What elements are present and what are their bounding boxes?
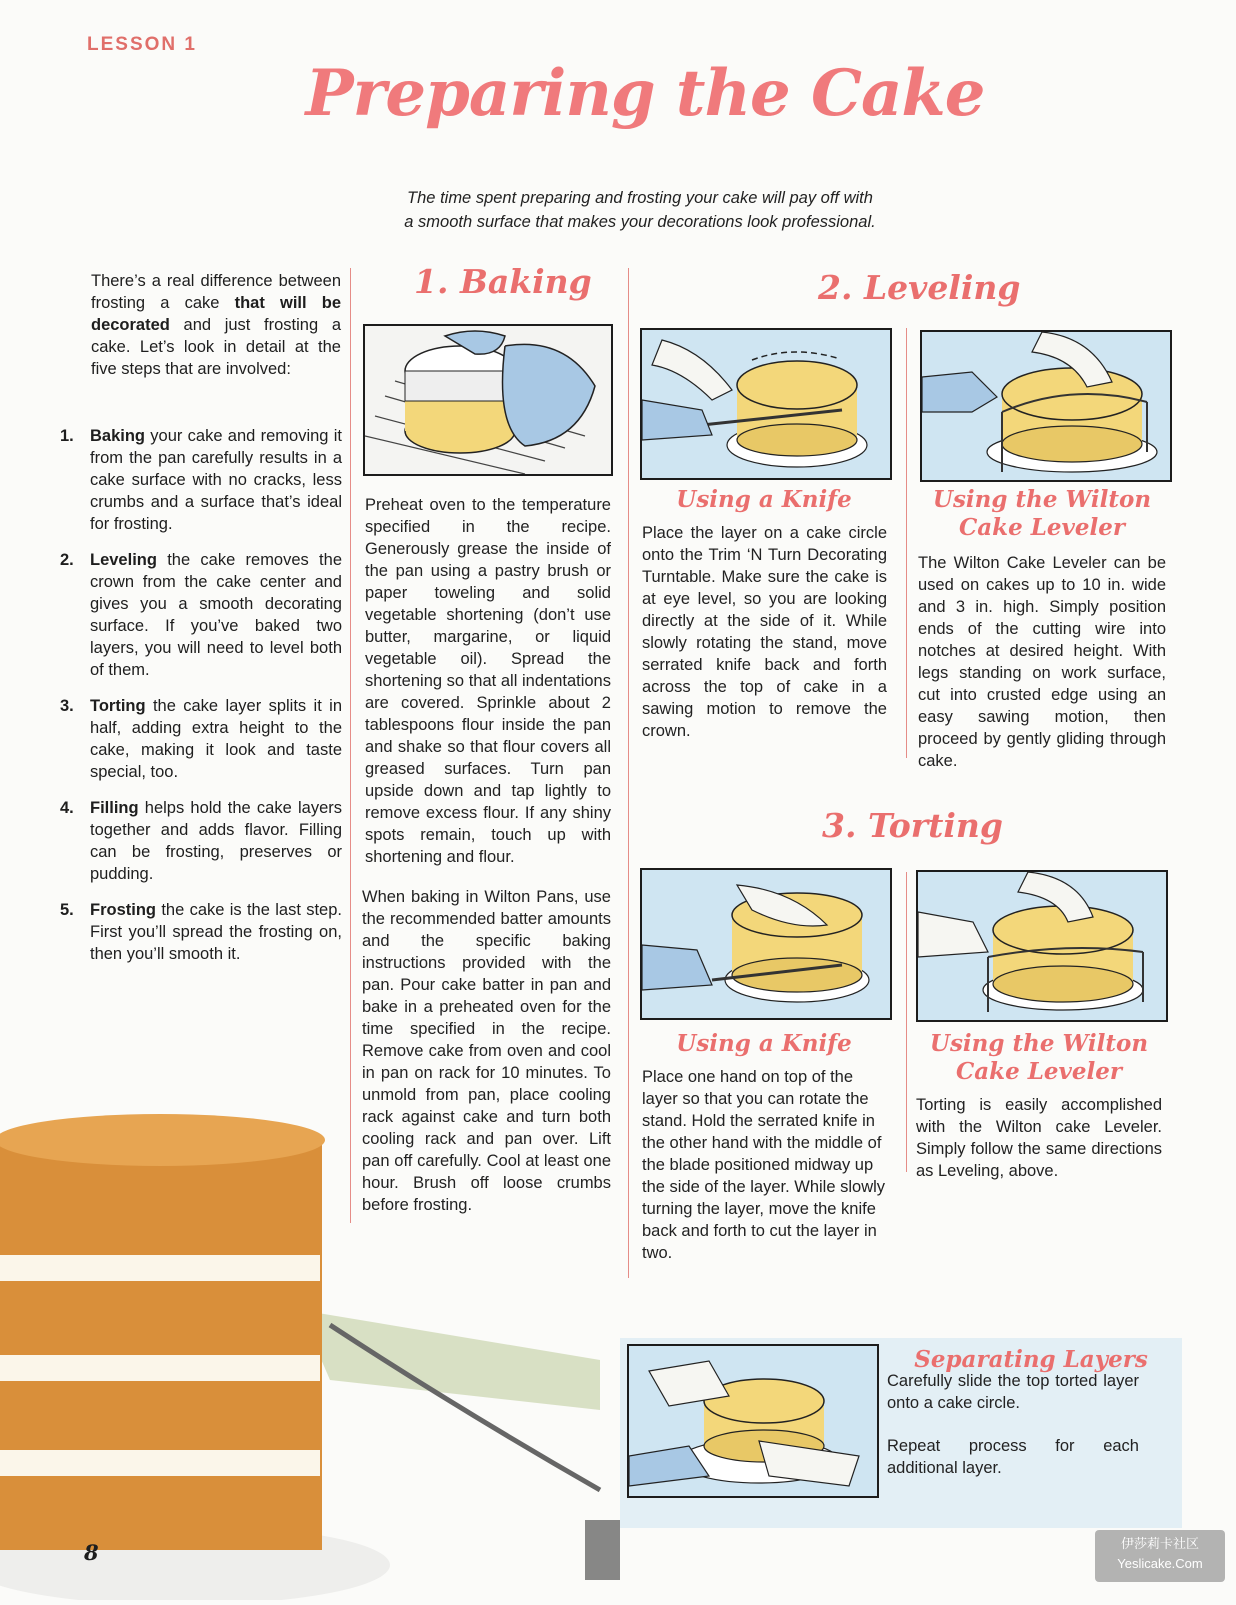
baking-paragraph-2: When baking in Wilton Pans, use the recommended batter amounts and the specific baking instructions provided with the pan. Pour cake batter in pan and bake in a preheated oven for the time specified in the recipe. Remove cake from oven and cool in pan on rack for 10 minutes. To unmold from pan, place cooling rack against cake and turn both cooling rack and pan over. Lift pan off carefully. Cool at least one hour. Brush off loose crumbs before frosting. xyxy=(362,888,611,1214)
leveling-leveler-title-2: Cake Leveler xyxy=(958,514,1126,541)
step-text: the cake is the last step. First you’ll spread the frosting on, then you’ll smooth it. xyxy=(90,901,342,963)
step-term: Leveling xyxy=(90,551,157,569)
step-term: Baking xyxy=(90,427,146,445)
torting-leveler-title xyxy=(914,1030,1164,1086)
baking-heading: 1. Baking xyxy=(414,262,592,301)
step-number: 5. xyxy=(60,901,74,919)
leveling-leveler-text: The Wilton Cake Leveler can be used on cakes up to 10 in. wide and 3 in. high. Simply position ends of the cutting wire into notches at desired height. With legs standing on work surface, cut into crusted edge using an easy sawing motion, then proceed by gently gliding through cake. xyxy=(918,554,1166,770)
step-number: 4. xyxy=(60,799,74,817)
page-number: 8 xyxy=(84,1540,99,1565)
column-divider xyxy=(906,872,907,1172)
list-item xyxy=(60,425,342,535)
watermark-badge xyxy=(1095,1530,1225,1582)
column-divider xyxy=(350,268,351,1223)
column-divider xyxy=(628,268,629,1278)
list-item xyxy=(60,549,342,681)
subtitle-line-1: The time spent preparing and frosting your cake will pay off with xyxy=(407,189,873,207)
watermark-line-1: 伊莎莉卡社区 xyxy=(1120,1536,1199,1551)
baking-paragraph-1: Preheat oven to the temperature specified in the recipe. Generously grease the inside of the pan using a pastry brush or paper toweling and solid vegetable shortening (don’t use butter, margarine, or liquid vegetable oil). Spread the shortening so that all indentations are covered. Sprinkle about 2 tablespoons flour inside the pan and shake so that flour covers all greased surfaces. Turn pan upside down and tap lightly to remove excess flour. If any shiny spots remain, touch up with shortening and flour. xyxy=(365,496,611,866)
intro-text-2: and just frosting a cake. Let’s look in detail at the five steps that are involved: xyxy=(91,316,341,378)
torting-leveler-title-2: Cake Leveler xyxy=(955,1058,1123,1085)
torting-knife-illustration xyxy=(640,868,892,1020)
leveling-knife-illustration xyxy=(640,328,892,480)
step-number: 1. xyxy=(60,427,74,445)
leveling-knife-text: Place the layer on a cake circle onto the Trim ‘N Turn Decorating Turntable. Make sure the cake is at eye level, so you are looking directly at the side of it. While slowly rotating the stand, move serrated knife back and forth across the top of cake in a sawing motion to remove the crown. xyxy=(642,524,887,740)
step-text: helps hold the cake layers together and adds flavor. Filling can be frosting, preserves or pudding. xyxy=(90,799,342,883)
lesson-label: LESSON 1 xyxy=(87,34,197,55)
step-text: the cake layer splits it in half, adding extra height to the cake, making it look and taste special, too. xyxy=(90,697,342,781)
step-term: Frosting xyxy=(90,901,156,919)
baking-illustration xyxy=(363,324,613,476)
intro-text-bold: that will be decorated xyxy=(91,294,342,334)
leveling-heading: 2. Leveling xyxy=(818,268,1021,307)
separating-layers-title: Separating Layers xyxy=(914,1346,1148,1373)
separating-layers-text-1: Carefully slide the top torted layer onto a cake circle. xyxy=(887,1372,1139,1412)
step-text: the cake removes the crown from the cake center and gives you a smooth decorating surface. If you’ve baked two layers, you will need to level both of them. xyxy=(90,551,342,679)
torting-knife-text: Place one hand on top of the layer so that you can rotate the stand. Hold the serrated knife in the other hand with the middle of the blade positioned midway up the side of the layer. While slowly turning the layer, move the knife back and forth to cut the layer in two. xyxy=(642,1068,886,1262)
steps-list xyxy=(60,425,342,979)
torting-leveler-illustration xyxy=(916,870,1168,1022)
step-term: Filling xyxy=(90,799,139,817)
list-item xyxy=(60,899,342,965)
torting-knife-title: Using a Knife xyxy=(676,1030,852,1057)
separating-layers-illustration xyxy=(627,1344,879,1498)
torting-leveler-title-1: Using the Wilton xyxy=(929,1030,1149,1057)
leveling-knife-title: Using a Knife xyxy=(676,486,852,513)
column-divider xyxy=(906,328,907,758)
watermark-line-2: Yeslicake.Com xyxy=(1117,1556,1203,1571)
step-number: 3. xyxy=(60,697,74,715)
intro-paragraph xyxy=(91,270,341,380)
step-term: Torting xyxy=(90,697,146,715)
list-item xyxy=(60,797,342,885)
intro-text-1: There’s a real difference between frosting a cake xyxy=(91,272,341,312)
page-title: Preparing the Cake xyxy=(305,56,985,131)
torting-heading: 3. Torting xyxy=(822,806,1003,845)
subtitle-line-2: a smooth surface that makes your decorations look professional. xyxy=(404,213,876,231)
list-item xyxy=(60,695,342,783)
step-text: your cake and removing it from the pan carefully results in a cake surface with no cracks, less crumbs and a surface that’s ideal for frosting. xyxy=(90,427,342,533)
leveling-leveler-title-1: Using the Wilton xyxy=(932,486,1152,513)
torting-leveler-text: Torting is easily accomplished with the Wilton cake Leveler. Simply follow the same directions as Leveling, above. xyxy=(916,1096,1162,1180)
step-number: 2. xyxy=(60,551,74,569)
leveling-leveler-illustration xyxy=(920,330,1172,482)
separating-layers-text-2: Repeat process for each additional layer. xyxy=(887,1437,1139,1477)
page-subtitle xyxy=(360,186,920,234)
leveling-leveler-title xyxy=(918,486,1166,542)
